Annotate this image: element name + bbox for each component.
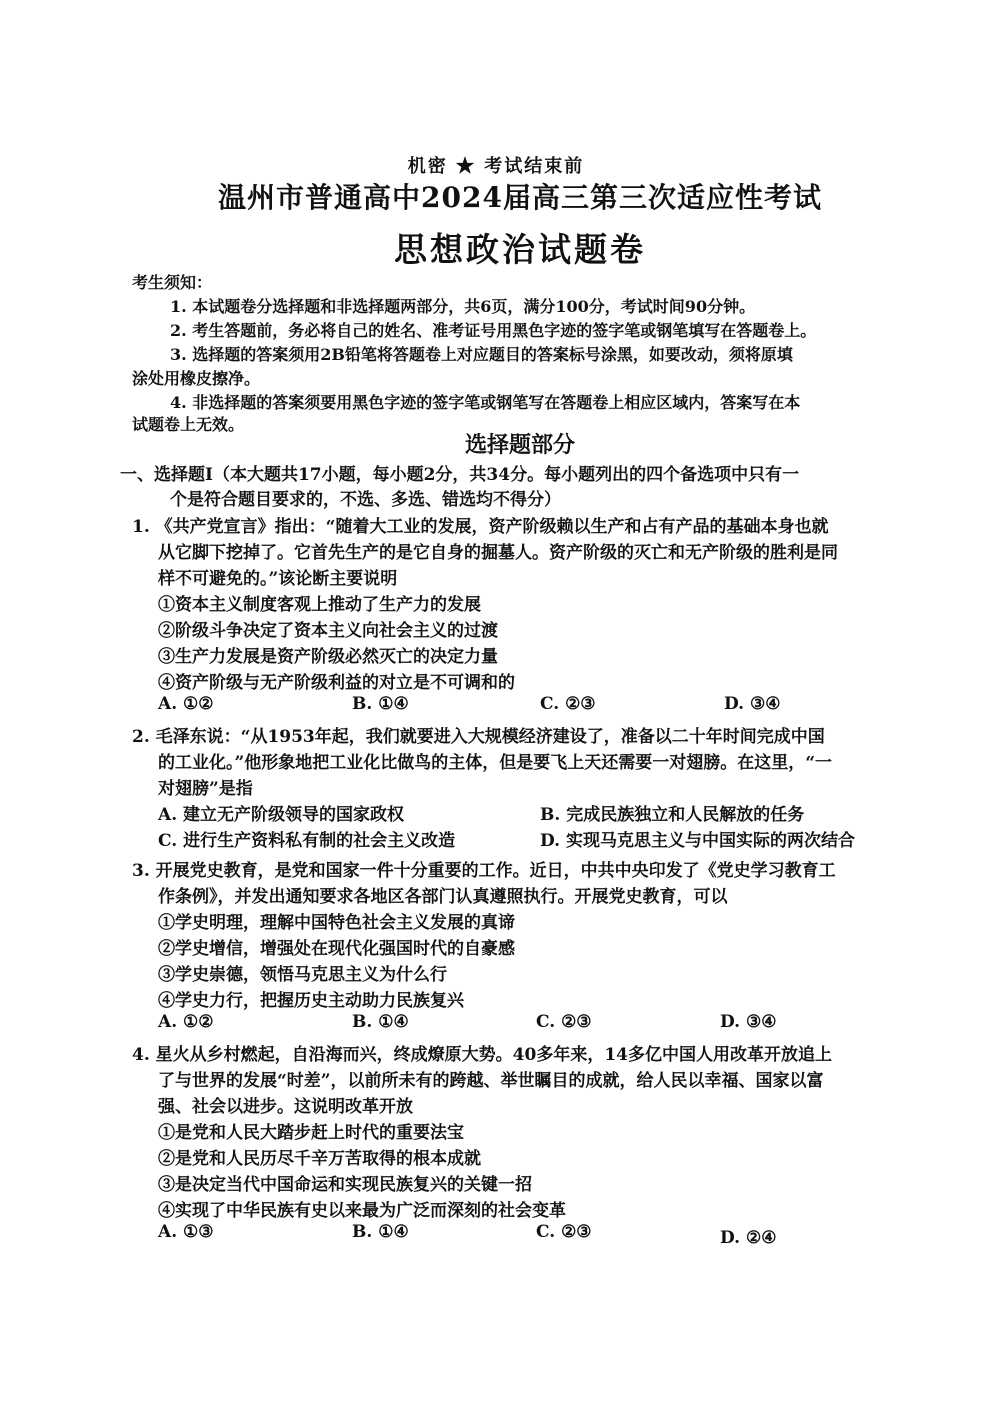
answer-option: D. 实现马克思主义与中国实际的两次结合 <box>540 831 855 851</box>
question-item: ③学史崇德，领悟马克思主义为什么行 <box>158 965 447 985</box>
answer-option: A. ①③ <box>158 1222 214 1242</box>
exam-subtitle: 思想政治试题卷 <box>394 230 646 269</box>
question-stem: 4. 星火从乡村燃起，自沿海而兴，终成燎原大势。40多年来，14多亿中国人用改革开放追上 <box>132 1045 832 1065</box>
answer-option: D. ③④ <box>720 1012 777 1032</box>
question-stem: 了与世界的发展“时差”，以前所未有的跨越、举世瞩目的成就，给人民以幸福、国家以富 <box>158 1071 824 1091</box>
question-item: ③生产力发展是资产阶级必然灭亡的决定力量 <box>158 647 498 667</box>
question-item: ④实现了中华民族有史以来最为广泛而深刻的社会变革 <box>158 1201 566 1221</box>
question-stem: 的工业化。”他形象地把工业化比做鸟的主体，但是要飞上天还需要一对翅膀。在这里，“一 <box>158 753 833 773</box>
notice-line: 试题卷上无效。 <box>132 415 245 434</box>
notice-line: 涂处用橡皮擦净。 <box>132 369 261 388</box>
answer-option: C. ②③ <box>536 1222 592 1242</box>
notice-line: 3. 选择题的答案须用2B铅笔将答题卷上对应题目的答案标号涂黑，如要改动，须将原填 <box>170 345 793 364</box>
answer-option: D. ③④ <box>724 694 781 714</box>
question-stem: 对翅膀”是指 <box>158 779 253 799</box>
question-stem: 从它脚下挖掉了。它首先生产的是它自身的掘墓人。资产阶级的灭亡和无产阶级的胜利是同 <box>158 543 838 563</box>
secret-mark: 机密 ★ 考试结束前 <box>407 156 585 177</box>
notice-line: 4. 非选择题的答案须要用黑色字迹的签字笔或钢笔写在答题卷上相应区域内，答案写在本 <box>170 393 801 412</box>
answer-option: B. 完成民族独立和人民解放的任务 <box>540 805 805 825</box>
answer-option: B. ①④ <box>352 1222 409 1242</box>
question-item: ①资本主义制度客观上推动了生产力的发展 <box>158 595 481 615</box>
question-stem: 2. 毛泽东说：“从1953年起，我们就要进入大规模经济建设了，准备以二十年时间完成中国 <box>132 727 825 747</box>
question-stem: 强、社会以进步。这说明改革开放 <box>158 1097 413 1117</box>
question-item: ④资产阶级与无产阶级利益的对立是不可调和的 <box>158 673 515 693</box>
question-item: ②是党和人民历尽千辛万苦取得的根本成就 <box>158 1149 481 1169</box>
answer-option: B. ①④ <box>352 1012 409 1032</box>
section-instruction: 一、选择题Ⅰ（本大题共17小题，每小题2分，共34分。每小题列出的四个备选项中只有一 <box>120 465 800 485</box>
answer-option: C. 进行生产资料私有制的社会主义改造 <box>158 831 456 851</box>
question-item: ①是党和人民大踏步赶上时代的重要法宝 <box>158 1123 464 1143</box>
answer-option: C. ②③ <box>540 694 596 714</box>
question-item: ②阶级斗争决定了资本主义向社会主义的过渡 <box>158 621 498 641</box>
question-item: ①学史明理，理解中国特色社会主义发展的真谛 <box>158 913 515 933</box>
question-item: ④学史力行，把握历史主动助力民族复兴 <box>158 991 464 1011</box>
question-item: ②学史增信，增强处在现代化强国时代的自豪感 <box>158 939 515 959</box>
answer-option: B. ①④ <box>352 694 409 714</box>
notice-line: 2. 考生答题前，务必将自己的姓名、准考证号用黑色字迹的签字笔或钢笔填写在答题卷上。 <box>170 321 817 340</box>
question-stem: 3. 开展党史教育，是党和国家一件十分重要的工作。近日，中共中央印发了《党史学习教育工 <box>132 861 836 881</box>
section-title: 选择题部分 <box>464 432 575 458</box>
answer-option: A. ①② <box>158 1012 214 1032</box>
notice-line: 1. 本试题卷分选择题和非选择题两部分，共6页，满分100分，考试时间90分钟。 <box>170 297 756 316</box>
answer-option: A. ①② <box>158 694 214 714</box>
answer-option: D. ②④ <box>720 1228 777 1248</box>
notice-heading: 考生须知： <box>132 273 213 292</box>
question-stem: 样不可避免的。”该论断主要说明 <box>158 569 398 589</box>
question-stem: 1. 《共产党宣言》指出：“随着大工业的发展，资产阶级赖以生产和占有产品的基础本身也就 <box>132 517 829 537</box>
answer-option: A. 建立无产阶级领导的国家政权 <box>158 805 405 825</box>
exam-title: 温州市普通高中2024届高三第三次适应性考试 <box>218 181 822 214</box>
section-instruction: 个是符合题目要求的，不选、多选、错选均不得分） <box>170 490 561 510</box>
question-item: ③是决定当代中国命运和实现民族复兴的关键一招 <box>158 1175 532 1195</box>
answer-option: C. ②③ <box>536 1012 592 1032</box>
question-stem: 作条例》，并发出通知要求各地区各部门认真遵照执行。开展党史教育，可以 <box>158 887 728 907</box>
